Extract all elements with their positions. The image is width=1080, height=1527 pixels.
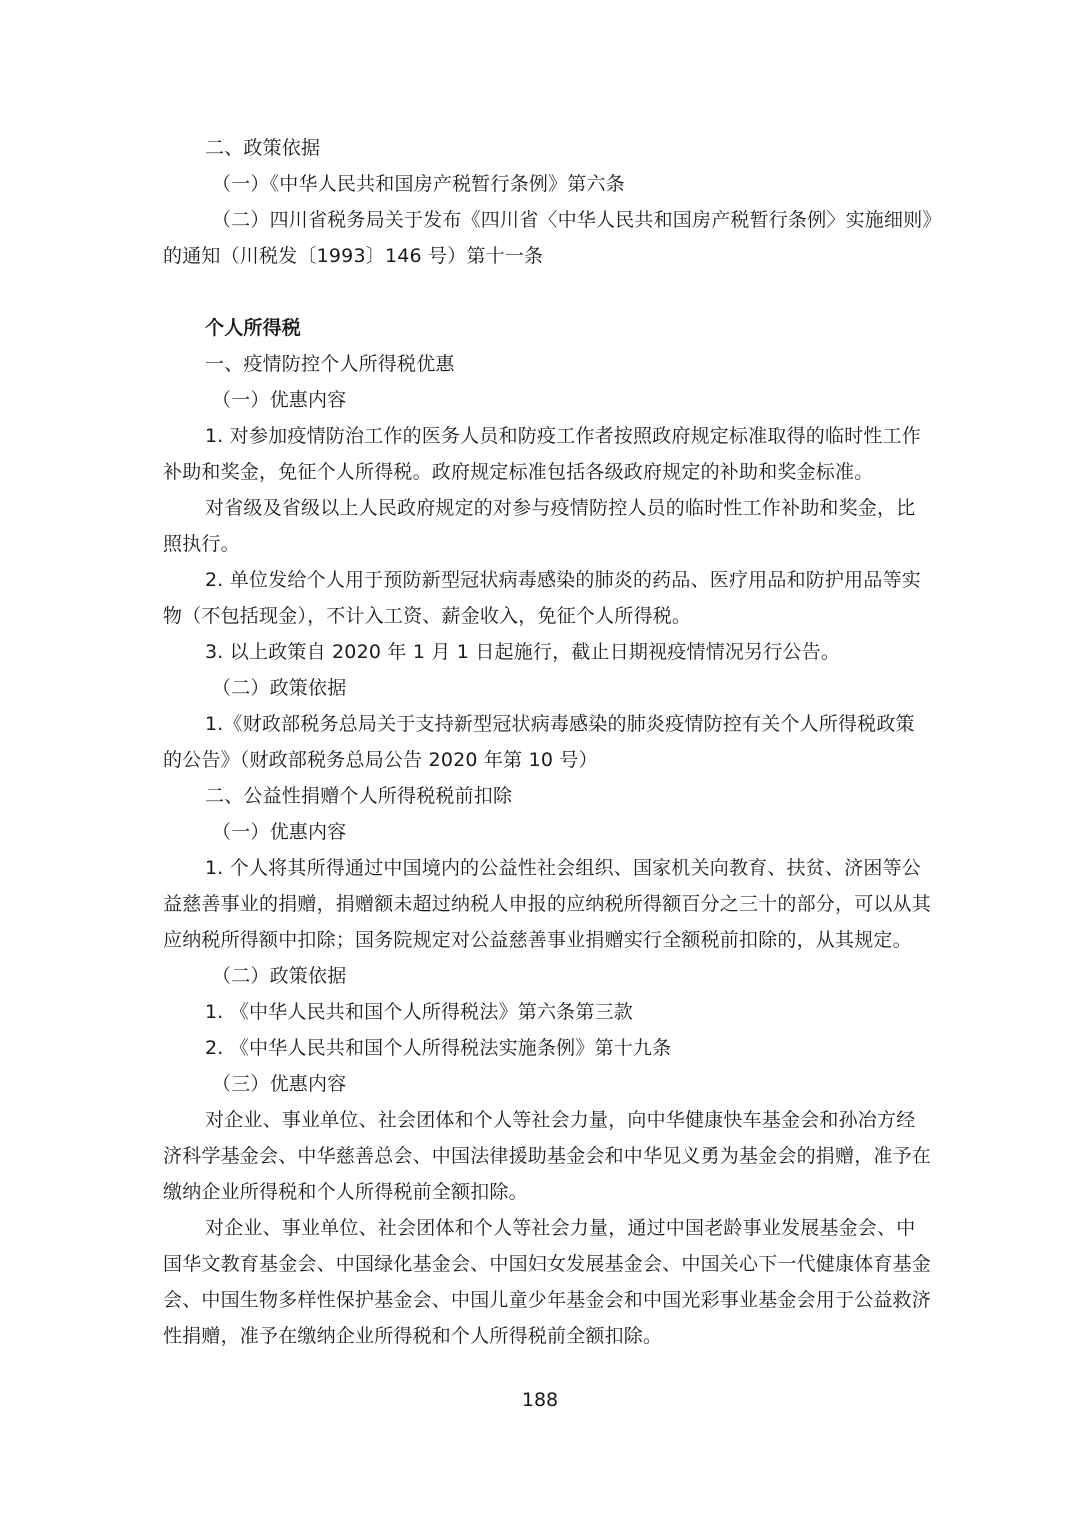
- tax-title: 个人所得税: [205, 317, 302, 339]
- paragraph-line: 应纳税所得额中扣除；国务院规定对公益慈善事业捐赠实行全额税前扣除的，从其规定。: [163, 929, 912, 951]
- paragraph-line: 性捐赠，准予在缴纳企业所得税和个人所得税前全额扣除。: [163, 1325, 663, 1347]
- paragraph-line: 国华文教育基金会、中国绿化基金会、中国妇女发展基金会、中国关心下一代健康体育基金: [163, 1253, 932, 1275]
- paragraph-line: 2. 单位发给个人用于预防新型冠状病毒感染的肺炎的药品、医疗用品和防护用品等实: [205, 569, 921, 591]
- sub-heading: （一）优惠内容: [212, 821, 347, 843]
- paragraph-line: 对企业、事业单位、社会团体和个人等社会力量，通过中国老龄事业发展基金会、中: [205, 1217, 916, 1239]
- paragraph-line: 对企业、事业单位、社会团体和个人等社会力量，向中华健康快车基金会和孙冶方经: [205, 1109, 916, 1131]
- paragraph-line: 缴纳企业所得税和个人所得税前全额扣除。: [163, 1181, 528, 1203]
- paragraph-line: 1.《财政部税务总局关于支持新型冠状病毒感染的肺炎疫情防控有关个人所得税政策: [205, 713, 915, 735]
- paragraph-line: 对省级及省级以上人民政府规定的对参与疫情防控人员的临时性工作补助和奖金，比: [205, 497, 916, 519]
- paragraph-line: 照执行。: [163, 533, 240, 555]
- paragraph-line: 1. 个人将其所得通过中国境内的公益性社会组织、国家机关向教育、扶贫、济困等公: [205, 857, 921, 879]
- sub-heading: （二）政策依据: [212, 965, 347, 987]
- sub-heading: （二）政策依据: [212, 677, 347, 699]
- paragraph-line: 物（不包括现金），不计入工资、薪金收入，免征个人所得税。: [163, 605, 692, 627]
- basis-item-continuation: 的通知（川税发〔1993〕146 号）第十一条: [163, 245, 544, 267]
- section-heading: 一、疫情防控个人所得税优惠: [205, 353, 455, 375]
- sub-heading: （一）优惠内容: [212, 389, 347, 411]
- paragraph-line: 济科学基金会、中华慈善总会、中国法律援助基金会和中华见义勇为基金会的捐赠，准予在: [163, 1145, 932, 1167]
- paragraph-line: 补助和奖金，免征个人所得税。政府规定标准包括各级政府规定的补助和奖金标准。: [163, 461, 874, 483]
- paragraph-line: 1. 《中华人民共和国个人所得税法》第六条第三款: [205, 1001, 633, 1023]
- sub-heading: （三）优惠内容: [212, 1073, 347, 1095]
- basis-item: （二）四川省税务局关于发布《四川省〈中华人民共和国房产税暂行条例〉实施细则》: [212, 209, 942, 231]
- paragraph-line: 的公告》（财政部税务总局公告 2020 年第 10 号）: [163, 749, 598, 771]
- paragraph-line: 3. 以上政策自 2020 年 1 月 1 日起施行，截止日期视疫情情况另行公告。: [205, 641, 841, 663]
- section-heading: 二、公益性捐赠个人所得税税前扣除: [205, 785, 513, 807]
- basis-item: （一）《中华人民共和国房产税暂行条例》第六条: [212, 173, 625, 195]
- paragraph-line: 1. 对参加疫情防治工作的医务人员和防疫工作者按照政府规定标准取得的临时性工作: [205, 425, 921, 447]
- paragraph-line: 益慈善事业的捐赠，捐赠额未超过纳税人申报的应纳税所得额百分之三十的部分，可以从其: [163, 893, 932, 915]
- page-number: 188: [521, 1389, 559, 1411]
- paragraph-line: 2. 《中华人民共和国个人所得税法实施条例》第十九条: [205, 1037, 672, 1059]
- paragraph-line: 会、中国生物多样性保护基金会、中国儿童少年基金会和中国光彩事业基金会用于公益救济: [163, 1289, 932, 1311]
- section-heading: 二、政策依据: [205, 137, 321, 159]
